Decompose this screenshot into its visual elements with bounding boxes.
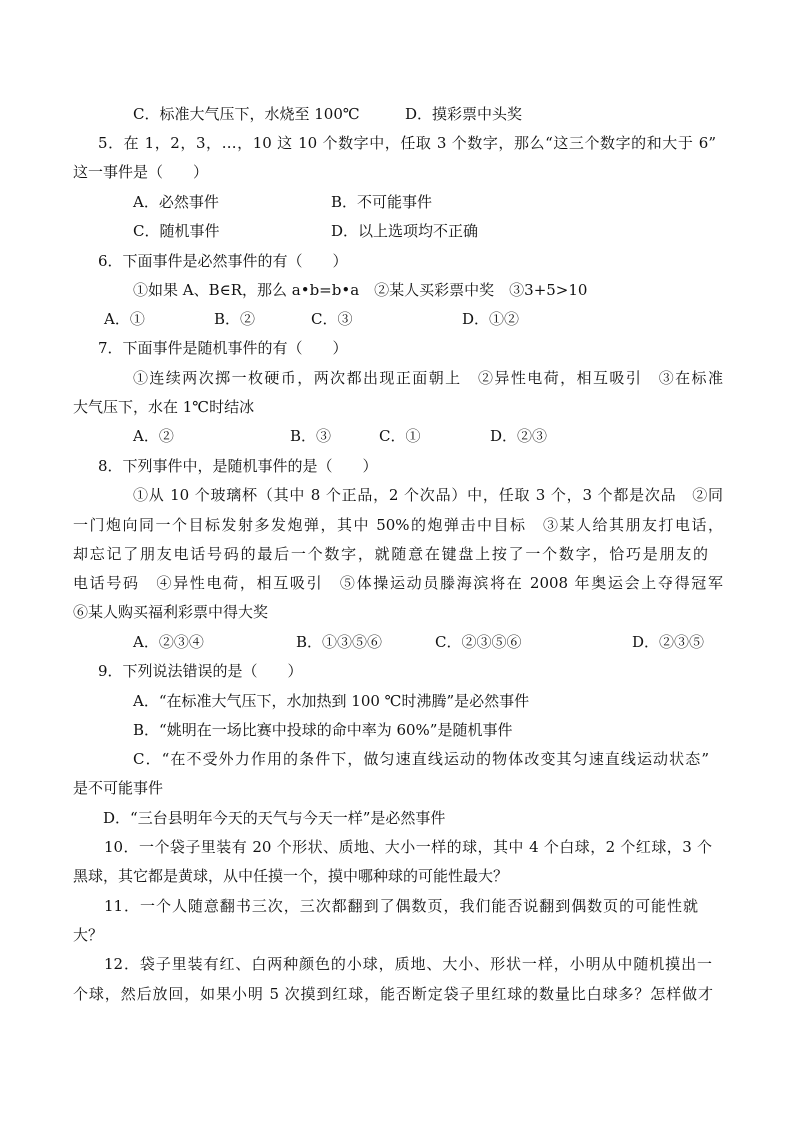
q7-content-line2: 大气压下，水在 1℃时结冰 xyxy=(73,398,255,416)
q9-option-d: D．“三台县明年今天的天气与今天一样”是必然事件 xyxy=(103,809,446,827)
q11-line2: 大？ xyxy=(73,926,104,944)
q8-option-a: A．②③④ xyxy=(133,633,204,651)
q6-content: ①如果 A、B∈R，那么 a•b=b•a ②某人买彩票中奖 ③3+5>10 xyxy=(133,281,588,299)
q7-content-line1: ①连续两次掷一枚硬币，两次都出现正面朝上 ②异性电荷，相互吸引 ③在标准 xyxy=(133,369,723,387)
q8-option-b: B．①③⑤⑥ xyxy=(296,633,383,651)
q10-line1: 10．一个袋子里装有 20 个形状、质地、大小一样的球，其中 4 个白球，2 个红球，3 个 xyxy=(104,838,712,856)
q9-option-a: A．“在标准大气压下，水加热到 100 ℃时沸腾”是必然事件 xyxy=(133,692,530,710)
q5-stem-line2: 这一事件是（ ） xyxy=(73,163,209,181)
q5-option-c: C．随机事件 xyxy=(133,222,220,240)
q6-option-c: C．③ xyxy=(311,310,353,328)
q10-line2: 黑球，其它都是黄球，从中任摸一个，摸中哪种球的可能性最大？ xyxy=(73,867,509,885)
q9-stem: 9．下列说法错误的是（ ） xyxy=(98,662,303,680)
q9-option-c-line2: 是不可能事件 xyxy=(73,779,164,797)
q8-stem: 8．下列事件中，是随机事件的是（ ） xyxy=(98,457,378,475)
q6-stem: 6．下面事件是必然事件的有（ ） xyxy=(98,252,348,270)
q12-line2: 个球，然后放回，如果小明 5 次摸到红球，能否断定袋子里红球的数量比白球多？怎样做才 xyxy=(73,985,713,1003)
q8-option-d: D．②③⑤ xyxy=(632,633,705,651)
q9-option-b: B．“姚明在一场比赛中投球的命中率为 60%”是随机事件 xyxy=(133,721,513,739)
q4-option-d: D．摸彩票中头奖 xyxy=(405,105,523,123)
q7-stem: 7．下面事件是随机事件的有（ ） xyxy=(98,339,348,357)
q7-option-d: D．②③ xyxy=(490,427,548,445)
q8-line3: 却忘记了朋友电话号码的最后一个数字，就随意在键盘上按了一个数字，恰巧是朋友的 xyxy=(73,545,708,563)
q6-option-d: D．①② xyxy=(462,310,520,328)
q7-option-a: A．② xyxy=(133,427,174,445)
q12-line1: 12．袋子里装有红、白两种颜色的小球，质地、大小、形状一样，小明从中随机摸出一 xyxy=(104,955,712,973)
q8-line2: 一门炮向同一个目标发射多发炮弹，其中 50%的炮弹击中目标 ③某人给其朋友打电话， xyxy=(73,516,723,534)
q6-option-b: B．② xyxy=(214,310,256,328)
q6-option-a: A．① xyxy=(104,310,145,328)
q5-option-a: A．必然事件 xyxy=(133,193,219,211)
q8-line1: ①从 10 个玻璃杯（其中 8 个正品，2 个次品）中，任取 3 个，3 个都是次品 ②同 xyxy=(133,486,723,504)
q4-option-c: C．标准大气压下，水烧至 100℃ xyxy=(133,105,360,123)
q9-option-c-line1: C．“在不受外力作用的条件下，做匀速直线运动的物体改变其匀速直线运动状态” xyxy=(133,750,709,768)
q7-option-b: B．③ xyxy=(290,427,332,445)
q8-line5: ⑥某人购买福利彩票中得大奖 xyxy=(73,603,269,621)
q8-option-c: C．②③⑤⑥ xyxy=(435,633,522,651)
q11-line1: 11．一个人随意翻书三次，三次都翻到了偶数页，我们能否说翻到偶数页的可能性就 xyxy=(104,897,698,915)
q5-option-b: B．不可能事件 xyxy=(331,193,433,211)
q8-line4: 电话号码 ④异性电荷，相互吸引 ⑤体操运动员滕海滨将在 2008 年奥运会上夺得冠军 xyxy=(73,574,723,592)
q7-option-c: C．① xyxy=(379,427,421,445)
q5-stem-line1: 5．在 1，2，3，…，10 这 10 个数字中，任取 3 个数字，那么“这三个数字的和大于 6” xyxy=(98,134,716,152)
q5-option-d: D．以上选项均不正确 xyxy=(331,222,479,240)
